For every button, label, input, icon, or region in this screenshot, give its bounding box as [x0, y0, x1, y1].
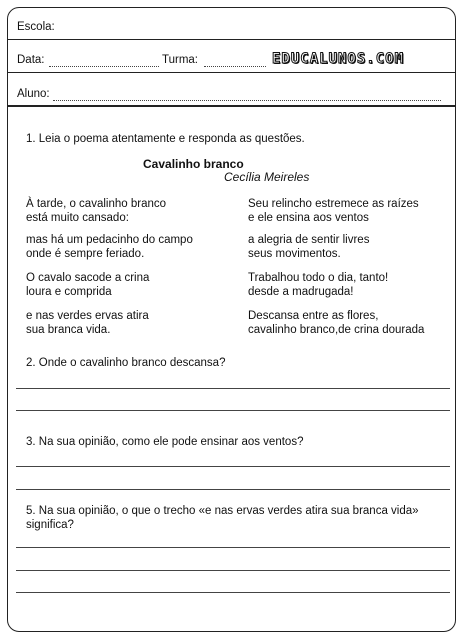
answer-line[interactable]: [16, 489, 450, 490]
student-label: Aluno:: [17, 88, 50, 100]
poem-stanza: O cavalo sacode a crina loura e comprida: [26, 272, 150, 298]
class-field[interactable]: [204, 66, 266, 67]
poem-stanza: Trabalhou todo o dia, tanto! desde a madrugada!: [248, 272, 389, 298]
poem-stanza: À tarde, o cavalinho branco está muito cansado:: [26, 198, 167, 224]
poem-author: Cecília Meireles: [224, 170, 310, 184]
answer-line[interactable]: [16, 592, 450, 593]
header: [7, 7, 456, 107]
question-5: 5. Na sua opinião, o que o trecho «e nas ervas verdes atira sua branca vida» significa?: [26, 505, 419, 531]
poem-title: Cavalinho branco: [143, 157, 244, 171]
answer-line[interactable]: [16, 547, 450, 548]
answer-line[interactable]: [16, 410, 450, 411]
school-row: [7, 7, 456, 40]
poem-stanza: Descansa entre as flores, cavalinho branco,de crina dourada: [248, 310, 425, 336]
class-label: Turma:: [162, 54, 198, 66]
answer-line[interactable]: [16, 388, 450, 389]
question-3: 3. Na sua opinião, como ele pode ensinar aos ventos?: [26, 436, 304, 448]
answer-line[interactable]: [16, 570, 450, 571]
poem-stanza: a alegria de sentir livres seus movimentos.: [248, 234, 370, 260]
date-class-row: [7, 40, 456, 73]
question-1: 1. Leia o poema atentamente e responda as questões.: [26, 133, 305, 145]
poem-stanza: mas há um pedacinho do campo onde é sempre feriado.: [26, 234, 193, 260]
poem-stanza: e nas verdes ervas atira sua branca vida.: [26, 310, 149, 336]
school-label: Escola:: [17, 21, 55, 33]
date-label: Data:: [17, 54, 45, 66]
student-row: [7, 73, 456, 107]
student-field[interactable]: [53, 100, 441, 101]
question-2: 2. Onde o cavalinho branco descansa?: [26, 357, 226, 369]
poem-stanza: Seu relincho estremece as raízes e ele ensina aos ventos: [248, 198, 419, 224]
answer-line[interactable]: [16, 466, 450, 467]
date-field[interactable]: [49, 66, 159, 67]
educalunos-logo: EDUCALUNOS.COM: [272, 51, 405, 67]
